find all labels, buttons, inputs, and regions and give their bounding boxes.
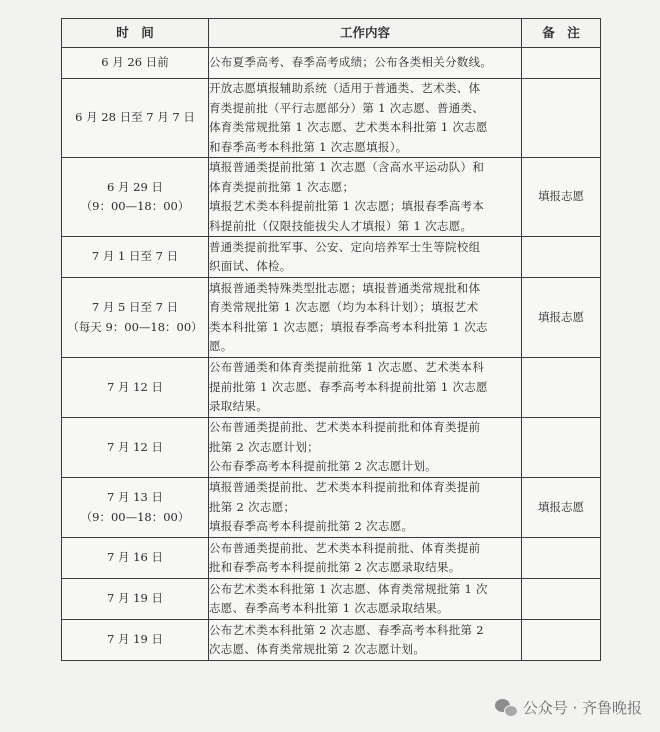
content-line: 填报春季高考本科提前批第 2 次志愿。 <box>209 519 414 534</box>
content-line: 育类常规批第 1 次志愿（均为本科计划）；填报艺术 <box>209 300 479 314</box>
time-line: 6 月 26 日前 <box>101 55 169 70</box>
row-remark <box>522 48 601 79</box>
content-line: 公布普通类提前批、艺术类本科提前批和体育类提前 <box>209 420 481 435</box>
content-line: 公布普通类和体育类提前批第 1 次志愿、艺术类本科 <box>209 360 485 375</box>
row-content <box>209 418 522 478</box>
table-row <box>62 620 601 661</box>
table-row <box>62 538 601 579</box>
row-content <box>209 538 522 579</box>
table-row <box>62 278 601 358</box>
row-time <box>62 158 209 237</box>
row-time <box>62 538 209 579</box>
content-line: 科提前批（仅限技能拔尖人才填报）第 1 次志愿。 <box>209 218 473 233</box>
time-line: 7 月 1 日至 7 日 <box>91 249 179 264</box>
time-line: （9：00—18：00） <box>80 509 190 524</box>
content-line: 填报普通类提前批第 1 次志愿（含高水平运动队）和 <box>209 160 485 174</box>
content-line: 填报普通类特殊类型批志愿；填报普通类常规批和体 <box>209 280 481 295</box>
time-line: 7 月 13 日 <box>107 490 163 504</box>
row-remark <box>522 79 601 158</box>
content-line: 填报艺术类本科提前批第 1 次志愿；填报春季高考本 <box>209 199 485 213</box>
row-content <box>209 358 522 418</box>
row-time <box>62 478 209 538</box>
content-line: 公布艺术类本科批第 2 次志愿、春季高考本科批第 2 <box>209 622 484 637</box>
schedule-table <box>61 18 601 661</box>
table-row <box>62 418 601 478</box>
content-line: 提前批第 1 次志愿、春季高考本科提前批第 1 次志愿 <box>209 379 488 394</box>
table-row <box>62 79 601 158</box>
row-content <box>209 237 522 278</box>
row-remark <box>522 538 601 579</box>
header-time: 时 间 <box>62 19 209 48</box>
time-line: 6 月 29 日 <box>107 179 163 194</box>
row-remark <box>522 620 601 661</box>
content-line: 填报普通类提前批、艺术类本科提前批和体育类提前 <box>209 480 481 495</box>
time-line: 7 月 5 日至 7 日 <box>91 300 179 314</box>
table-row <box>62 237 601 278</box>
content-line: 公布艺术类本科批第 1 次志愿、体育类常规批第 1 次 <box>209 581 488 596</box>
row-content <box>209 579 522 620</box>
watermark-text: 公众号 · 齐鲁晚报 <box>522 699 642 717</box>
row-remark <box>522 418 601 478</box>
row-time <box>62 48 209 79</box>
row-content <box>209 48 522 79</box>
row-content <box>209 79 522 158</box>
row-content <box>209 478 522 538</box>
row-time <box>62 358 209 418</box>
row-time <box>62 620 209 661</box>
row-time <box>62 418 209 478</box>
time-line: 7 月 19 日 <box>107 591 163 606</box>
table-row <box>62 579 601 620</box>
content-line: 体育类提前批第 1 次志愿； <box>209 179 355 194</box>
row-content <box>209 278 522 358</box>
time-line: （每天 9：00—18：00） <box>67 319 203 334</box>
row-remark: 填报志愿 <box>522 278 601 358</box>
table-row <box>62 358 601 418</box>
time-line: 6 月 28 日至 7 月 7 日 <box>75 110 195 125</box>
row-remark <box>522 237 601 278</box>
content-line: 普通类提前批军事、公安、定向培养军士生等院校组 <box>209 239 481 254</box>
row-content <box>209 158 522 237</box>
content-line: 体育类常规批第 1 次志愿、艺术类本科批第 1 次志愿 <box>209 120 488 134</box>
time-line: 7 月 12 日 <box>107 439 163 454</box>
row-time <box>62 237 209 278</box>
content-line: 录取结果。 <box>209 399 268 414</box>
content-line: 批第 2 次志愿； <box>209 499 296 514</box>
row-time <box>62 278 209 358</box>
content-line: 愿。 <box>209 339 233 353</box>
table-row <box>62 478 601 538</box>
row-content <box>209 620 522 661</box>
row-time <box>62 579 209 620</box>
content-line: 批和春季高考本科提前批第 2 次志愿录取结果。 <box>209 560 461 574</box>
time-line: （9：00—18：00） <box>80 199 190 213</box>
content-line: 公布夏季高考、春季高考成绩；公布各类相关分数线。 <box>209 55 493 70</box>
row-remark <box>522 579 601 620</box>
content-line: 志愿、春季高考本科批第 1 次志愿录取结果。 <box>209 601 449 615</box>
content-line: 公布春季高考本科提前批第 2 次志愿计划。 <box>209 459 437 474</box>
time-line: 7 月 19 日 <box>107 632 163 647</box>
header-remark: 备 注 <box>522 19 601 48</box>
table-row <box>62 158 601 237</box>
content-line: 次志愿、体育类常规批第 2 次志愿计划。 <box>209 642 426 656</box>
content-line: 公布普通类提前批、艺术类本科提前批、体育类提前 <box>209 540 481 555</box>
content-line: 和春季高考本科批第 1 次志愿填报）。 <box>209 139 408 154</box>
row-remark: 填报志愿 <box>522 478 601 538</box>
content-line: 织面试、体检。 <box>209 259 292 273</box>
row-remark <box>522 358 601 418</box>
time-line: 7 月 16 日 <box>107 550 163 565</box>
content-line: 育类提前批（平行志愿部分）第 1 次志愿、普通类、 <box>209 100 485 115</box>
row-remark: 填报志愿 <box>522 158 601 237</box>
wechat-icon <box>495 698 517 718</box>
content-line: 类本科批第 1 次志愿；填报春季高考本科批第 1 次志 <box>209 319 488 334</box>
watermark <box>495 697 642 718</box>
time-line: 7 月 12 日 <box>107 379 163 394</box>
header-content: 工作内容 <box>209 19 522 48</box>
content-line: 开放志愿填报辅助系统（适用于普通类、艺术类、体 <box>209 81 481 95</box>
table-row <box>62 48 601 79</box>
table-header-row <box>62 19 601 48</box>
content-line: 批第 2 次志愿计划； <box>209 439 319 454</box>
row-time <box>62 79 209 158</box>
